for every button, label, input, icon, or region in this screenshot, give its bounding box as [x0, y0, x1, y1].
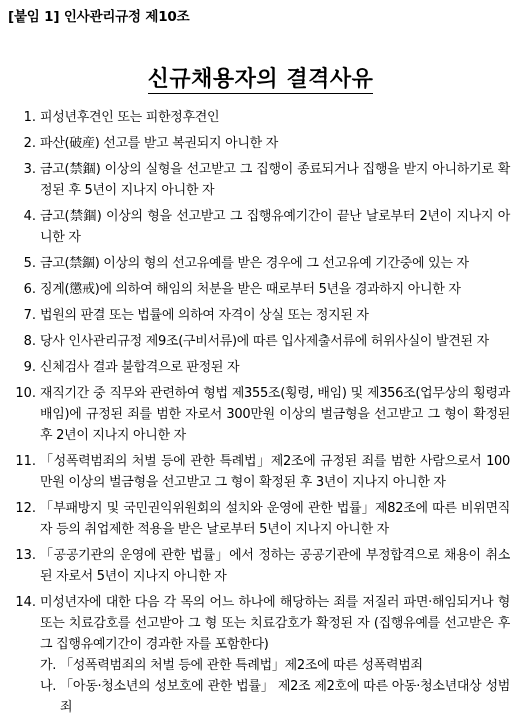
item-text: 신체검사 결과 불합격으로 판정된 자 [40, 360, 240, 375]
item-body [40, 592, 510, 718]
list-item [10, 253, 510, 274]
item-number: 10. [15, 386, 36, 401]
sub-item-mark: 나. [40, 679, 57, 694]
list-item [10, 206, 510, 248]
sub-item-mark: 가. [40, 658, 57, 673]
item-number: 11. [15, 454, 36, 469]
item-text: 「성폭력범죄의 처벌 등에 관한 특례법」제2조에 규정된 죄를 범한 사람으로서 100만원 이상의 벌금형을 선고받고 그 형이 확정된 후 3년이 지나지 아니한 자 [40, 454, 510, 490]
disqualification-list [10, 107, 510, 723]
item-number: 1. [23, 110, 36, 125]
list-item [10, 107, 510, 128]
item-text: 법원의 판결 또는 법률에 의하여 자격이 상실 또는 정지된 자 [40, 308, 369, 323]
list-item [10, 592, 510, 718]
item-text: 징계(懲戒)에 의하여 해임의 처분을 받은 때로부터 5년을 경과하지 아니한 자 [40, 282, 461, 297]
item-number: 3. [23, 162, 36, 177]
item-text: 피성년후견인 또는 피한정후견인 [40, 110, 220, 125]
list-item [10, 305, 510, 326]
item-text: 재직기간 중 직무와 관련하여 형법 제355조(횡령, 배임) 및 제356조(업무상의 횡령과 배임)에 규정된 죄를 범한 자로서 300만원 이상의 벌금형을 선고받고 그 형이 확정된 후 2년이 지나지 아니한 자 [40, 386, 510, 443]
item-number: 9. [23, 360, 36, 375]
item-text: 금고(禁錮) 이상의 형을 선고받고 그 집행유예기간이 끝난 날로부터 2년이 지나지 아니한 자 [40, 209, 510, 245]
sub-item-text: 「성폭력범죄의 처벌 등에 관한 특례법」제2조에 따른 성폭력범죄 [60, 658, 423, 673]
list-item [10, 133, 510, 154]
item-text: 파산(破産) 선고를 받고 복권되지 아니한 자 [40, 136, 278, 151]
list-item [10, 545, 510, 587]
item-number: 13. [15, 548, 36, 563]
item-number: 7. [23, 308, 36, 323]
item-text: 미성년자에 대한 다음 각 목의 어느 하나에 해당하는 죄를 저질러 파면·해임되거나 형 또는 치료감호를 선고받아 그 형 또는 치료감호가 확정된 자 (집행유예를 선고받은 후 그 집행유예기간이 경과한 자를 포함한다) [40, 595, 510, 652]
item-number: 2. [23, 136, 36, 151]
item-text: 당사 인사관리규정 제9조(구비서류)에 따른 입사제출서류에 허위사실이 발견된 자 [40, 334, 489, 349]
attachment-header: [붙임 1] 인사관리규정 제10조 [8, 9, 190, 25]
item-text: 금고(禁錮) 이상의 실형을 선고받고 그 집행이 종료되거나 집행을 받지 아니하기로 확정된 후 5년이 지나지 아니한 자 [40, 162, 510, 198]
list-item [10, 498, 510, 540]
list-item [10, 159, 510, 201]
list-item [10, 279, 510, 300]
list-item [10, 451, 510, 493]
sub-item [40, 676, 510, 718]
list-item [10, 357, 510, 378]
item-text: 금고(禁錮) 이상의 형의 선고유예를 받은 경우에 그 선고유예 기간중에 있는 자 [40, 256, 469, 271]
item-number: 8. [23, 334, 36, 349]
sub-item-text: 「아동·청소년의 성보호에 관한 법률」 제2조 제2호에 따른 아동·청소년대상 성범죄 [60, 679, 510, 715]
page-title [0, 62, 521, 93]
item-number: 14. [15, 595, 36, 610]
item-number: 5. [23, 256, 36, 271]
item-number: 12. [15, 501, 36, 516]
item-text: 「공공기관의 운영에 관한 법률」에서 정하는 공공기관에 부정합격으로 채용이 취소된 자로서 5년이 지나지 아니한 자 [40, 548, 510, 584]
sub-item [40, 655, 510, 676]
item-number: 6. [23, 282, 36, 297]
item-text: 「부패방지 및 국민권익위원회의 설치와 운영에 관한 법률」제82조에 따른 비위면직자 등의 취업제한 적용을 받은 날로부터 5년이 지나지 아니한 자 [40, 501, 510, 537]
item-number: 4. [23, 209, 36, 224]
page-title-text: 신규채용자의 결격사유 [147, 67, 374, 92]
list-item [10, 331, 510, 352]
list-item [10, 383, 510, 446]
